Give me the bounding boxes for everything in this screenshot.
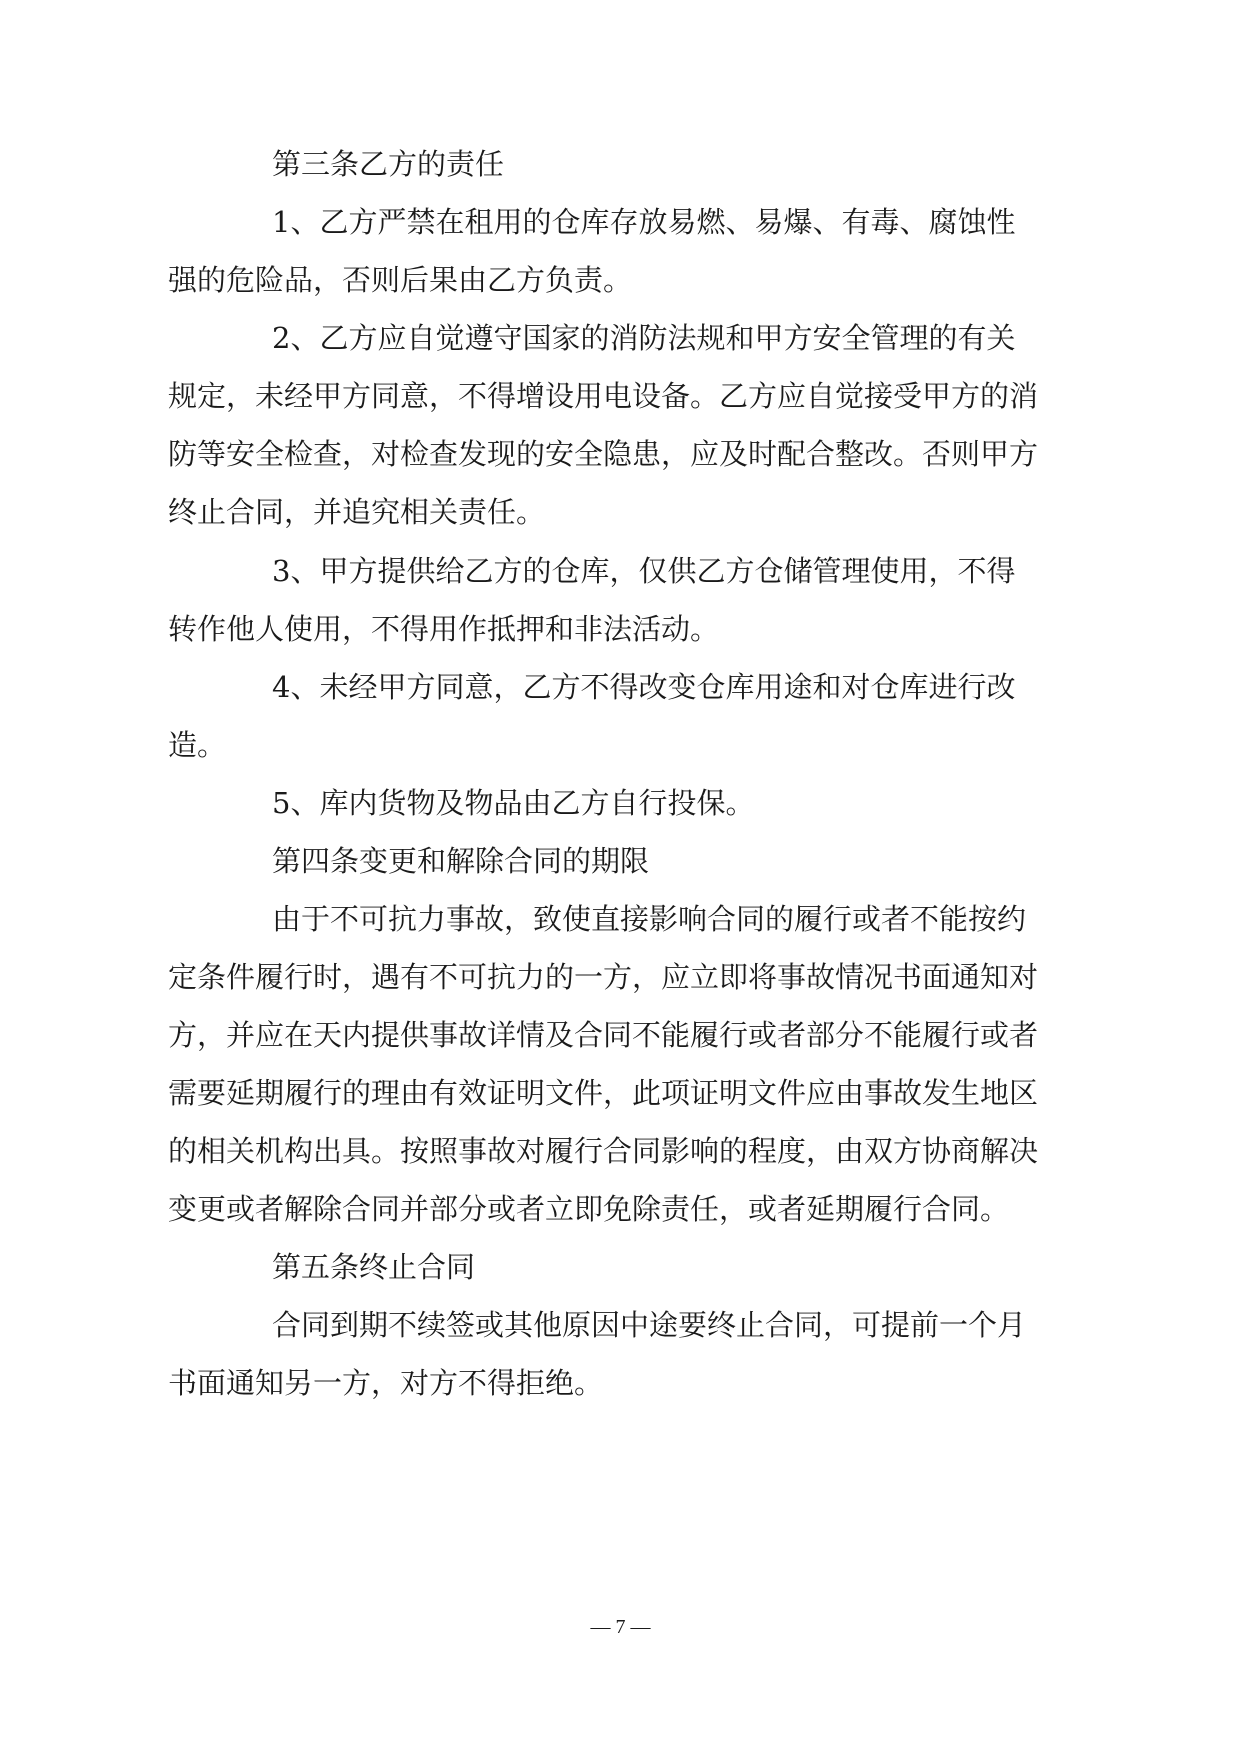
paragraph-line: 5、库内货物及物品由乙方自行投保。 [272, 786, 755, 820]
paragraph-line: 1、乙方严禁在租用的仓库存放易燃、易爆、有毒、腐蚀性 [272, 205, 1016, 239]
paragraph-line: 4、未经甲方同意，乙方不得改变仓库用途和对仓库进行改 [272, 670, 1016, 704]
paragraph-line: 规定，未经甲方同意，不得增设用电设备。乙方应自觉接受甲方的消 [168, 379, 1039, 413]
paragraph-line: 书面通知另一方，对方不得拒绝。 [168, 1366, 604, 1400]
paragraph-line: 定条件履行时，遇有不可抗力的一方，应立即将事故情况书面通知对 [168, 960, 1039, 994]
paragraph-line: 防等安全检查，对检查发现的安全隐患，应及时配合整改。否则甲方 [168, 437, 1039, 471]
section-heading: 第四条变更和解除合同的期限 [272, 844, 650, 878]
page-number: — 7 — [590, 1616, 651, 1638]
paragraph-line: 由于不可抗力事故，致使直接影响合同的履行或者不能按约 [272, 902, 1027, 936]
paragraph-line: 强的危险品，否则后果由乙方负责。 [168, 263, 633, 297]
paragraph-line: 2、乙方应自觉遵守国家的消防法规和甲方安全管理的有关 [272, 321, 1016, 355]
paragraph-line: 方，并应在天内提供事故详情及合同不能履行或者部分不能履行或者 [168, 1018, 1039, 1052]
paragraph-line: 终止合同，并追究相关责任。 [168, 495, 546, 529]
paragraph-line: 合同到期不续签或其他原因中途要终止合同，可提前一个月 [272, 1308, 1027, 1342]
section-heading: 第五条终止合同 [272, 1250, 476, 1284]
paragraph-line: 变更或者解除合同并部分或者立即免除责任，或者延期履行合同。 [168, 1192, 1010, 1226]
section-heading: 第三条乙方的责任 [272, 147, 505, 181]
paragraph-line: 3、甲方提供给乙方的仓库，仅供乙方仓储管理使用，不得 [272, 554, 1016, 588]
paragraph-line: 需要延期履行的理由有效证明文件，此项证明文件应由事故发生地区 [168, 1076, 1039, 1110]
paragraph-line: 造。 [168, 728, 227, 762]
paragraph-line: 转作他人使用，不得用作抵押和非法活动。 [168, 612, 720, 646]
paragraph-line: 的相关机构出具。按照事故对履行合同影响的程度，由双方协商解决 [168, 1134, 1039, 1168]
